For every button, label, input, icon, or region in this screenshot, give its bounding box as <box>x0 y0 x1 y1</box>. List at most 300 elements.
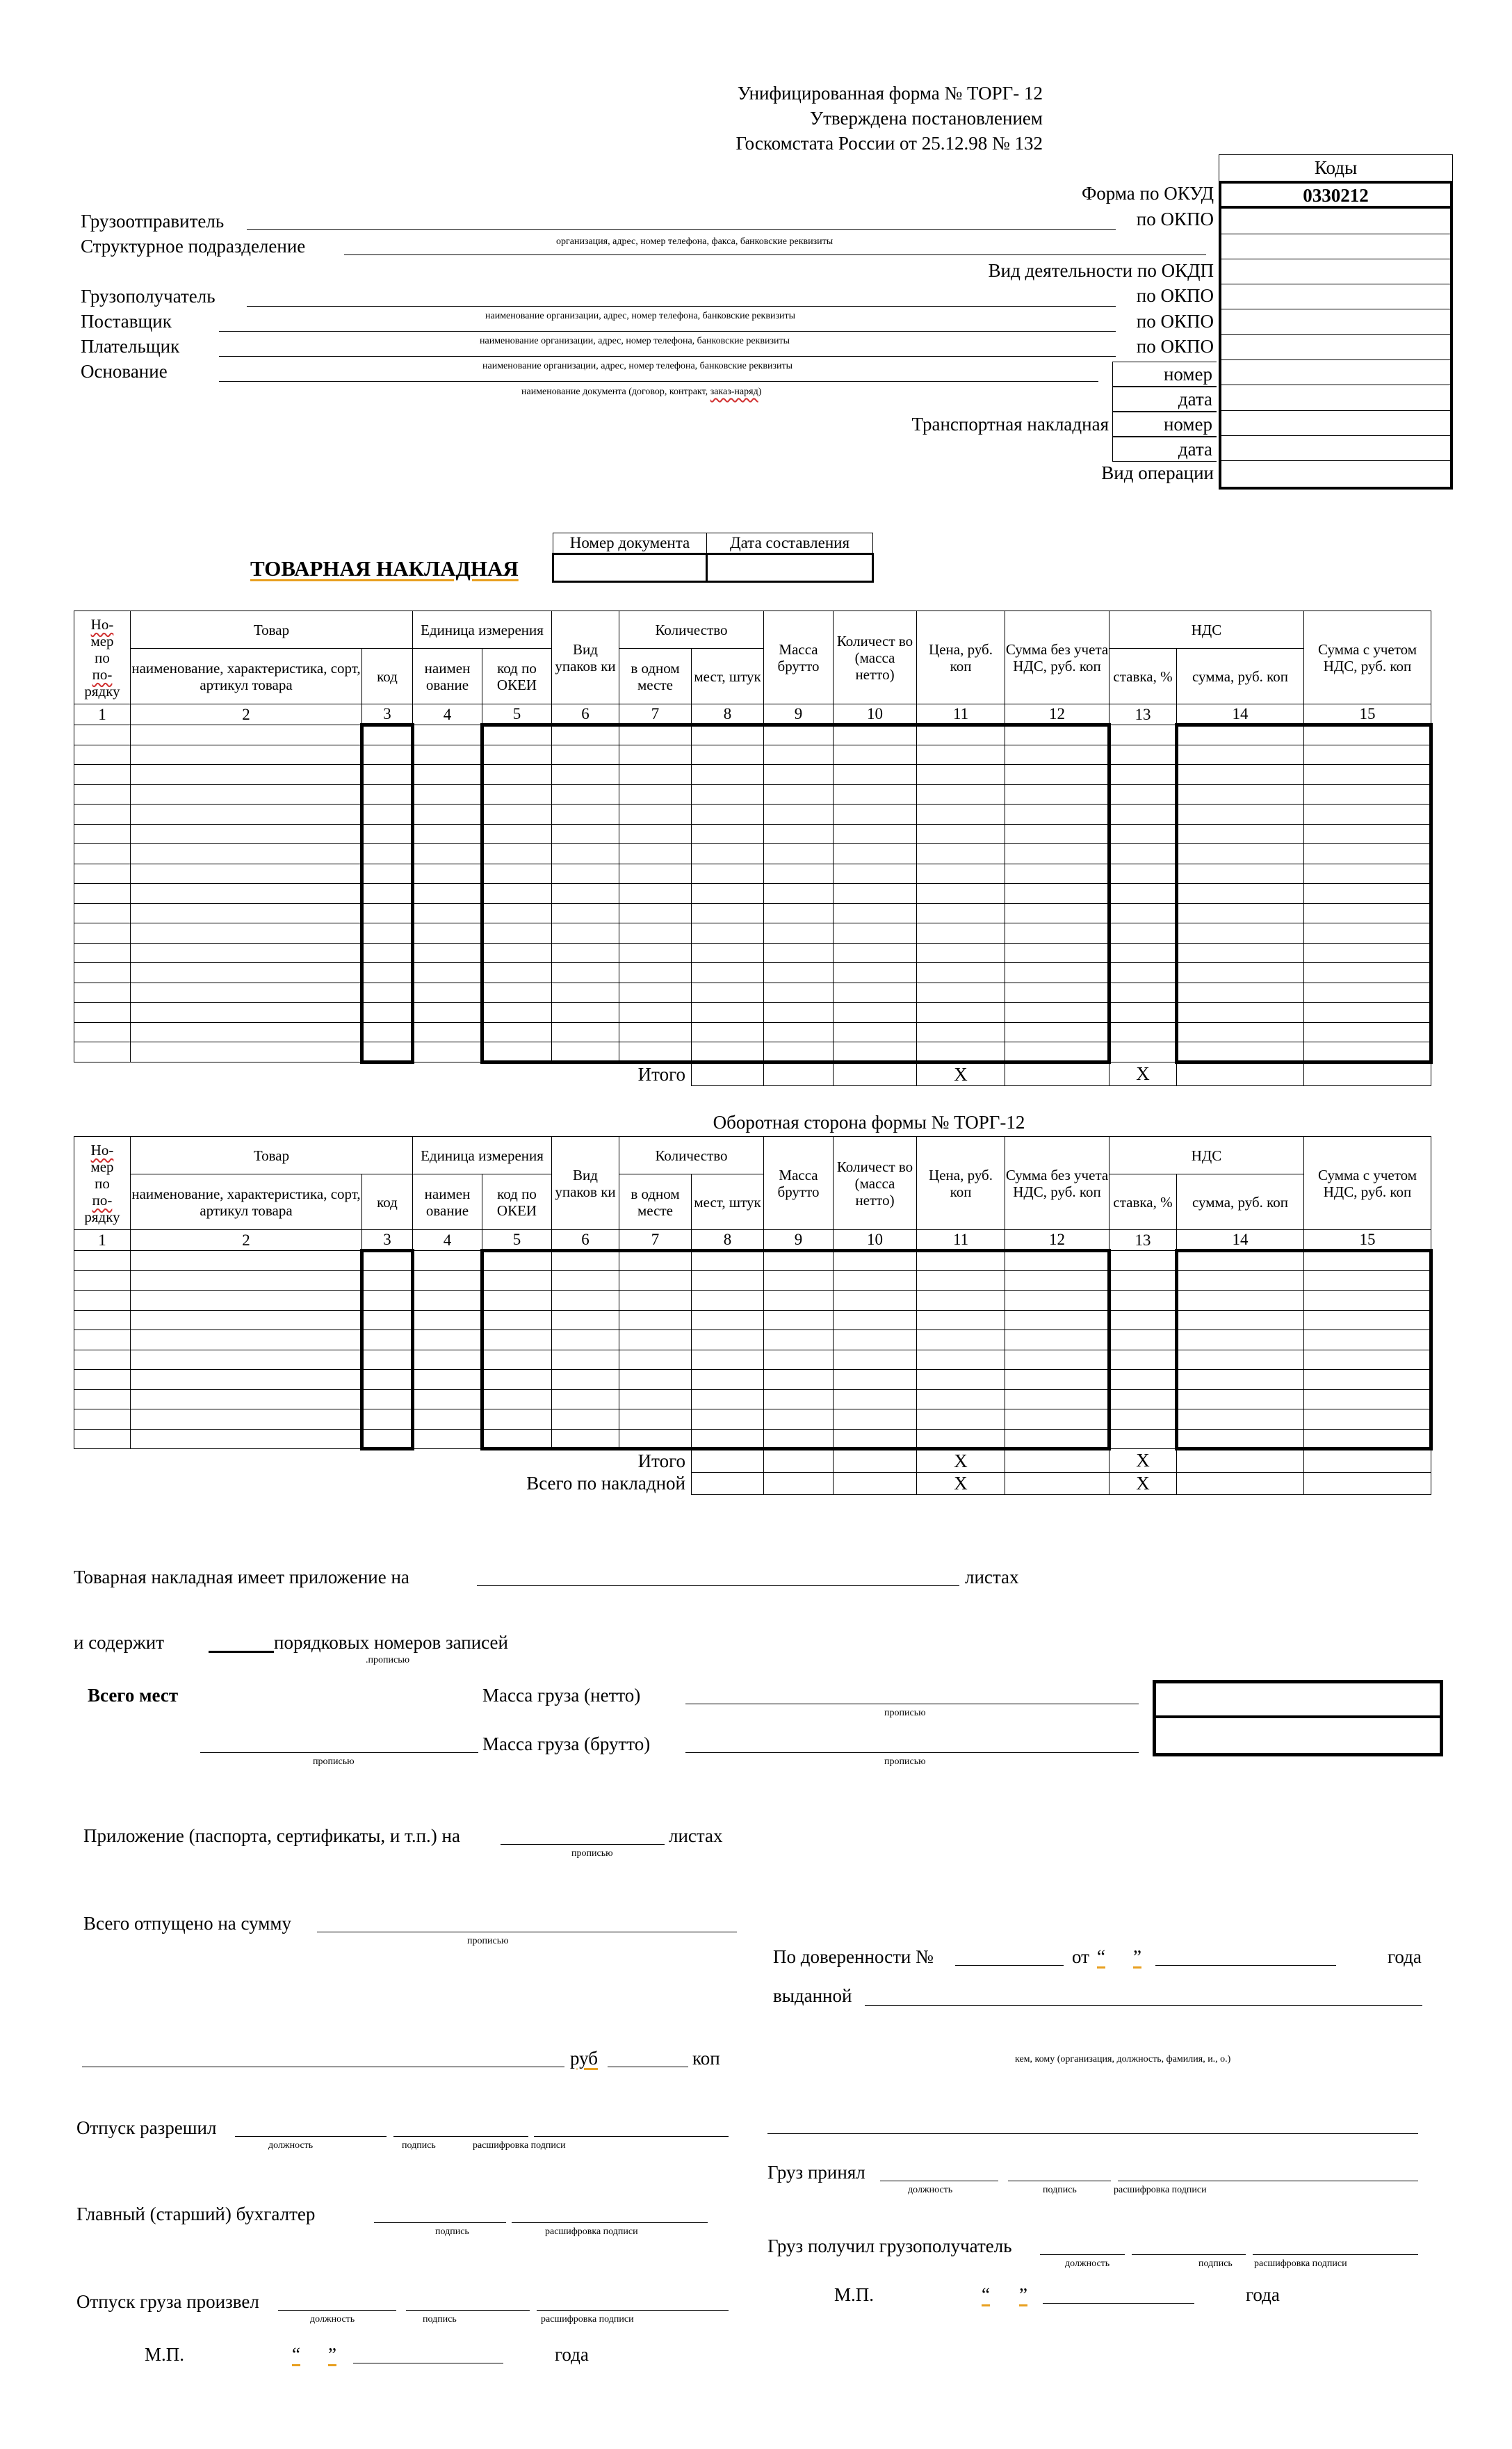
table-cell[interactable] <box>619 1251 692 1271</box>
table-cell[interactable] <box>619 1270 692 1291</box>
table-cell[interactable] <box>552 725 619 745</box>
table-cell[interactable] <box>834 1003 917 1023</box>
table-cell[interactable] <box>1304 1370 1431 1390</box>
table-cell[interactable] <box>834 765 917 785</box>
table-cell[interactable] <box>1177 1350 1304 1370</box>
table-cell[interactable] <box>692 903 764 923</box>
table-cell[interactable] <box>552 1409 619 1430</box>
table-cell[interactable] <box>1304 963 1431 983</box>
table-cell[interactable] <box>1304 1310 1431 1330</box>
table-cell[interactable] <box>131 864 362 884</box>
table-cell[interactable] <box>1005 805 1109 825</box>
table-cell[interactable] <box>362 765 413 785</box>
table-cell[interactable] <box>1005 765 1109 785</box>
table-cell[interactable] <box>764 1310 834 1330</box>
table-cell[interactable] <box>413 884 482 904</box>
table-cell[interactable] <box>74 1330 131 1350</box>
date-line-right[interactable] <box>1043 2303 1194 2304</box>
table-cell[interactable] <box>834 824 917 844</box>
table-cell[interactable] <box>413 983 482 1003</box>
table-cell[interactable] <box>482 884 552 904</box>
table-cell[interactable] <box>131 884 362 904</box>
table-cell[interactable] <box>482 765 552 785</box>
table-cell[interactable] <box>74 1389 131 1409</box>
table-cell[interactable] <box>917 1310 1005 1330</box>
table-cell[interactable] <box>362 725 413 745</box>
table-cell[interactable] <box>692 884 764 904</box>
table-cell[interactable] <box>1109 943 1177 963</box>
table-cell[interactable] <box>917 884 1005 904</box>
table-cell[interactable] <box>552 1251 619 1271</box>
table-cell[interactable] <box>1304 1291 1431 1311</box>
table-cell[interactable] <box>552 884 619 904</box>
table-cell[interactable] <box>1005 884 1109 904</box>
table-cell[interactable] <box>1109 1330 1177 1350</box>
table-cell[interactable] <box>1109 1003 1177 1023</box>
table-cell[interactable] <box>1304 1003 1431 1023</box>
released-by-sign-line[interactable] <box>406 2310 530 2311</box>
table-cell[interactable] <box>482 943 552 963</box>
table-cell[interactable] <box>619 943 692 963</box>
table-cell[interactable] <box>1177 884 1304 904</box>
table-cell[interactable] <box>1005 864 1109 884</box>
table-cell[interactable] <box>1304 1389 1431 1409</box>
table-cell[interactable] <box>482 784 552 805</box>
table-cell[interactable] <box>1304 824 1431 844</box>
table-cell[interactable] <box>619 903 692 923</box>
gross-mass-cell[interactable] <box>1156 1718 1440 1753</box>
table-cell[interactable] <box>917 1291 1005 1311</box>
table-cell[interactable] <box>1109 844 1177 864</box>
table-cell[interactable] <box>764 923 834 944</box>
table-cell[interactable] <box>413 1389 482 1409</box>
table-cell[interactable] <box>764 824 834 844</box>
table-cell[interactable] <box>764 745 834 765</box>
table-cell[interactable] <box>1177 943 1304 963</box>
table-cell[interactable] <box>74 1429 131 1449</box>
table-cell[interactable] <box>131 745 362 765</box>
table-cell[interactable] <box>917 1042 1005 1062</box>
table-cell[interactable] <box>1005 824 1109 844</box>
table-cell[interactable] <box>131 1251 362 1271</box>
table-cell[interactable] <box>482 1291 552 1311</box>
doc-date-cell[interactable] <box>707 554 873 582</box>
table-cell[interactable] <box>692 1409 764 1430</box>
table-cell[interactable] <box>362 1409 413 1430</box>
table-cell[interactable] <box>917 1350 1005 1370</box>
table-cell[interactable] <box>552 923 619 944</box>
table-cell[interactable] <box>74 844 131 864</box>
documents-appendix-line[interactable] <box>501 1844 665 1845</box>
table-cell[interactable] <box>482 1389 552 1409</box>
released-by-position-line[interactable] <box>278 2310 396 2311</box>
table-cell[interactable] <box>917 1330 1005 1350</box>
table-cell[interactable] <box>131 1389 362 1409</box>
chief-accountant-name-line[interactable] <box>512 2222 708 2223</box>
shipper-line[interactable] <box>247 229 1116 230</box>
table-cell[interactable] <box>131 1310 362 1330</box>
table-cell[interactable] <box>482 725 552 745</box>
table-cell[interactable] <box>692 725 764 745</box>
table-cell[interactable] <box>1005 1330 1109 1350</box>
table-cell[interactable] <box>764 884 834 904</box>
table-cell[interactable] <box>131 1370 362 1390</box>
table-cell[interactable] <box>413 844 482 864</box>
table-cell[interactable] <box>692 1251 764 1271</box>
table-cell[interactable] <box>619 923 692 944</box>
chief-accountant-sign-line[interactable] <box>374 2222 506 2223</box>
gross-mass-line[interactable] <box>685 1752 1139 1753</box>
table-cell[interactable] <box>131 824 362 844</box>
table-cell[interactable] <box>917 1429 1005 1449</box>
table-cell[interactable] <box>552 1370 619 1390</box>
table-cell[interactable] <box>552 1389 619 1409</box>
table-cell[interactable] <box>1109 1251 1177 1271</box>
table-cell[interactable] <box>74 963 131 983</box>
table-cell[interactable] <box>1005 1409 1109 1430</box>
table-cell[interactable] <box>482 983 552 1003</box>
table-cell[interactable] <box>692 844 764 864</box>
table-cell[interactable] <box>692 923 764 944</box>
table-cell[interactable] <box>413 1270 482 1291</box>
table-cell[interactable] <box>131 1270 362 1291</box>
table-cell[interactable] <box>131 1330 362 1350</box>
table-cell[interactable] <box>413 745 482 765</box>
table-cell[interactable] <box>482 1350 552 1370</box>
table-cell[interactable] <box>1177 784 1304 805</box>
table-cell[interactable] <box>692 1291 764 1311</box>
table-cell[interactable] <box>692 1003 764 1023</box>
table-cell[interactable] <box>692 1310 764 1330</box>
table-cell[interactable] <box>834 1370 917 1390</box>
table-cell[interactable] <box>552 824 619 844</box>
table-cell[interactable] <box>619 725 692 745</box>
table-cell[interactable] <box>131 963 362 983</box>
table-cell[interactable] <box>1005 1022 1109 1042</box>
table-cell[interactable] <box>1304 864 1431 884</box>
table-cell[interactable] <box>1109 1389 1177 1409</box>
table-cell[interactable] <box>413 765 482 785</box>
table-cell[interactable] <box>552 1003 619 1023</box>
table-cell[interactable] <box>692 963 764 983</box>
table-cell[interactable] <box>764 765 834 785</box>
consignee-line[interactable] <box>247 306 1116 307</box>
table-cell[interactable] <box>552 1330 619 1350</box>
table-cell[interactable] <box>834 844 917 864</box>
table-cell[interactable] <box>362 1370 413 1390</box>
table-cell[interactable] <box>834 983 917 1003</box>
table-cell[interactable] <box>692 824 764 844</box>
table-cell[interactable] <box>1109 1022 1177 1042</box>
table-cell[interactable] <box>619 805 692 825</box>
table-cell[interactable] <box>552 805 619 825</box>
table-cell[interactable] <box>1005 983 1109 1003</box>
table-cell[interactable] <box>692 1389 764 1409</box>
table-cell[interactable] <box>1005 725 1109 745</box>
division-line[interactable] <box>344 254 1206 255</box>
table-cell[interactable] <box>552 745 619 765</box>
table-cell[interactable] <box>1177 1251 1304 1271</box>
table-cell[interactable] <box>1177 1042 1304 1062</box>
table-cell[interactable] <box>131 1409 362 1430</box>
table-cell[interactable] <box>74 745 131 765</box>
table-cell[interactable] <box>619 1310 692 1330</box>
table-cell[interactable] <box>413 1251 482 1271</box>
table-cell[interactable] <box>764 1003 834 1023</box>
table-cell[interactable] <box>1005 1429 1109 1449</box>
table-cell[interactable] <box>1109 903 1177 923</box>
table-cell[interactable] <box>1109 1291 1177 1311</box>
table-cell[interactable] <box>413 923 482 944</box>
table-cell[interactable] <box>764 1251 834 1271</box>
table-cell[interactable] <box>917 844 1005 864</box>
table-cell[interactable] <box>619 1291 692 1311</box>
table-cell[interactable] <box>619 864 692 884</box>
table-cell[interactable] <box>834 1270 917 1291</box>
table-cell[interactable] <box>74 983 131 1003</box>
table-cell[interactable] <box>1304 884 1431 904</box>
table-cell[interactable] <box>1005 1251 1109 1271</box>
cargo-received-position-line[interactable] <box>1040 2254 1125 2255</box>
table-cell[interactable] <box>413 1429 482 1449</box>
table-cell[interactable] <box>362 824 413 844</box>
table-cell[interactable] <box>834 1022 917 1042</box>
table-cell[interactable] <box>131 805 362 825</box>
table-cell[interactable] <box>1109 765 1177 785</box>
table-cell[interactable] <box>413 1370 482 1390</box>
table-cell[interactable] <box>74 765 131 785</box>
table-cell[interactable] <box>834 963 917 983</box>
table-cell[interactable] <box>552 983 619 1003</box>
table-cell[interactable] <box>74 1042 131 1062</box>
release-permitted-name-line[interactable] <box>534 2136 729 2137</box>
table-cell[interactable] <box>764 1429 834 1449</box>
table-cell[interactable] <box>552 1350 619 1370</box>
table-cell[interactable] <box>1304 1022 1431 1042</box>
table-cell[interactable] <box>619 884 692 904</box>
table-cell[interactable] <box>1109 884 1177 904</box>
table-cell[interactable] <box>1005 1291 1109 1311</box>
table-cell[interactable] <box>74 1003 131 1023</box>
table-cell[interactable] <box>764 963 834 983</box>
table-cell[interactable] <box>362 1310 413 1330</box>
table-cell[interactable] <box>1109 923 1177 944</box>
released-by-name-line[interactable] <box>537 2310 729 2311</box>
table-cell[interactable] <box>1177 963 1304 983</box>
table-cell[interactable] <box>1005 1350 1109 1370</box>
table-cell[interactable] <box>1005 844 1109 864</box>
table-cell[interactable] <box>552 1429 619 1449</box>
table-cell[interactable] <box>413 1310 482 1330</box>
table-cell[interactable] <box>1304 745 1431 765</box>
table-cell[interactable] <box>413 805 482 825</box>
table-cell[interactable] <box>764 725 834 745</box>
net-mass-cell[interactable] <box>1156 1683 1440 1718</box>
table-cell[interactable] <box>131 1429 362 1449</box>
table-cell[interactable] <box>834 725 917 745</box>
table-cell[interactable] <box>362 1270 413 1291</box>
table-cell[interactable] <box>482 1310 552 1330</box>
table-cell[interactable] <box>917 1389 1005 1409</box>
table-cell[interactable] <box>917 784 1005 805</box>
table-cell[interactable] <box>834 784 917 805</box>
table-cell[interactable] <box>362 864 413 884</box>
table-cell[interactable] <box>1304 1350 1431 1370</box>
table-cell[interactable] <box>1304 903 1431 923</box>
table-cell[interactable] <box>552 1042 619 1062</box>
table-cell[interactable] <box>834 1429 917 1449</box>
table-cell[interactable] <box>764 1291 834 1311</box>
table-cell[interactable] <box>482 1251 552 1271</box>
table-cell[interactable] <box>131 725 362 745</box>
table-cell[interactable] <box>1304 765 1431 785</box>
table-cell[interactable] <box>482 1022 552 1042</box>
table-cell[interactable] <box>1005 745 1109 765</box>
table-cell[interactable] <box>74 1022 131 1042</box>
basis-date-cell[interactable] <box>1221 385 1450 410</box>
table-cell[interactable] <box>362 943 413 963</box>
table-cell[interactable] <box>1177 765 1304 785</box>
table-cell[interactable] <box>917 745 1005 765</box>
table-cell[interactable] <box>692 1350 764 1370</box>
doc-number-cell[interactable] <box>553 554 707 582</box>
table-cell[interactable] <box>764 903 834 923</box>
table-cell[interactable] <box>1109 1370 1177 1390</box>
table-cell[interactable] <box>834 943 917 963</box>
table-cell[interactable] <box>74 1310 131 1330</box>
table-cell[interactable] <box>834 923 917 944</box>
table-cell[interactable] <box>764 864 834 884</box>
table-cell[interactable] <box>619 1003 692 1023</box>
issued-line[interactable] <box>865 2005 1422 2006</box>
table-cell[interactable] <box>482 844 552 864</box>
table-cell[interactable] <box>362 745 413 765</box>
table-cell[interactable] <box>1177 805 1304 825</box>
table-cell[interactable] <box>362 963 413 983</box>
table-cell[interactable] <box>764 844 834 864</box>
table-cell[interactable] <box>1109 983 1177 1003</box>
table-cell[interactable] <box>917 1003 1005 1023</box>
table-cell[interactable] <box>413 1022 482 1042</box>
table-cell[interactable] <box>692 745 764 765</box>
table-cell[interactable] <box>619 1429 692 1449</box>
table-cell[interactable] <box>131 1291 362 1311</box>
table-cell[interactable] <box>552 1310 619 1330</box>
table-cell[interactable] <box>1177 1409 1304 1430</box>
table-cell[interactable] <box>1005 1310 1109 1330</box>
table-cell[interactable] <box>917 765 1005 785</box>
table-cell[interactable] <box>1005 943 1109 963</box>
table-cell[interactable] <box>131 983 362 1003</box>
table-cell[interactable] <box>1177 1330 1304 1350</box>
table-cell[interactable] <box>834 1409 917 1430</box>
table-cell[interactable] <box>692 1429 764 1449</box>
table-cell[interactable] <box>482 903 552 923</box>
table-cell[interactable] <box>619 963 692 983</box>
table-cell[interactable] <box>834 1291 917 1311</box>
table-cell[interactable] <box>1177 1003 1304 1023</box>
table-cell[interactable] <box>1304 1251 1431 1271</box>
table-cell[interactable] <box>413 864 482 884</box>
table-cell[interactable] <box>834 1350 917 1370</box>
table-cell[interactable] <box>131 923 362 944</box>
table-cell[interactable] <box>917 864 1005 884</box>
transport-date-cell[interactable] <box>1221 436 1450 461</box>
table-cell[interactable] <box>131 1022 362 1042</box>
table-cell[interactable] <box>482 923 552 944</box>
table-cell[interactable] <box>482 1429 552 1449</box>
table-cell[interactable] <box>1109 784 1177 805</box>
table-cell[interactable] <box>413 1350 482 1370</box>
table-cell[interactable] <box>1177 903 1304 923</box>
appendix-line[interactable] <box>477 1585 959 1586</box>
table-cell[interactable] <box>692 983 764 1003</box>
table-cell[interactable] <box>1177 1291 1304 1311</box>
table-cell[interactable] <box>1005 1389 1109 1409</box>
table-cell[interactable] <box>619 1409 692 1430</box>
table-cell[interactable] <box>619 745 692 765</box>
table-cell[interactable] <box>1177 1022 1304 1042</box>
table-cell[interactable] <box>1109 824 1177 844</box>
table-cell[interactable] <box>834 864 917 884</box>
table-cell[interactable] <box>482 824 552 844</box>
transport-number-cell[interactable] <box>1221 411 1450 436</box>
table-cell[interactable] <box>1177 923 1304 944</box>
table-cell[interactable] <box>74 1251 131 1271</box>
okpo-supplier-cell[interactable] <box>1221 309 1450 334</box>
table-cell[interactable] <box>131 784 362 805</box>
table-cell[interactable] <box>1177 725 1304 745</box>
table-cell[interactable] <box>362 1291 413 1311</box>
table-cell[interactable] <box>1109 1350 1177 1370</box>
table-cell[interactable] <box>764 1370 834 1390</box>
table-cell[interactable] <box>1304 725 1431 745</box>
table-cell[interactable] <box>362 844 413 864</box>
table-cell[interactable] <box>619 1330 692 1350</box>
supplier-line[interactable] <box>219 331 1116 332</box>
table-cell[interactable] <box>413 903 482 923</box>
table-cell[interactable] <box>413 943 482 963</box>
basis-line[interactable] <box>219 381 1098 382</box>
table-cell[interactable] <box>1304 1330 1431 1350</box>
table-cell[interactable] <box>482 1370 552 1390</box>
table-cell[interactable] <box>74 784 131 805</box>
table-cell[interactable] <box>619 983 692 1003</box>
table-cell[interactable] <box>1304 983 1431 1003</box>
table-cell[interactable] <box>834 1330 917 1350</box>
table-cell[interactable] <box>1005 1003 1109 1023</box>
table-cell[interactable] <box>1177 844 1304 864</box>
table-cell[interactable] <box>1109 745 1177 765</box>
table-cell[interactable] <box>619 765 692 785</box>
table-cell[interactable] <box>131 943 362 963</box>
table-cell[interactable] <box>482 864 552 884</box>
table-cell[interactable] <box>917 903 1005 923</box>
table-cell[interactable] <box>917 824 1005 844</box>
table-cell[interactable] <box>1109 725 1177 745</box>
table-cell[interactable] <box>1005 784 1109 805</box>
table-cell[interactable] <box>1177 1310 1304 1330</box>
table-cell[interactable] <box>74 923 131 944</box>
table-cell[interactable] <box>1109 864 1177 884</box>
table-cell[interactable] <box>413 1042 482 1062</box>
table-cell[interactable] <box>1304 1270 1431 1291</box>
table-cell[interactable] <box>764 1389 834 1409</box>
table-cell[interactable] <box>362 1389 413 1409</box>
table-cell[interactable] <box>619 1022 692 1042</box>
payer-line[interactable] <box>219 356 1116 357</box>
table-cell[interactable] <box>764 784 834 805</box>
